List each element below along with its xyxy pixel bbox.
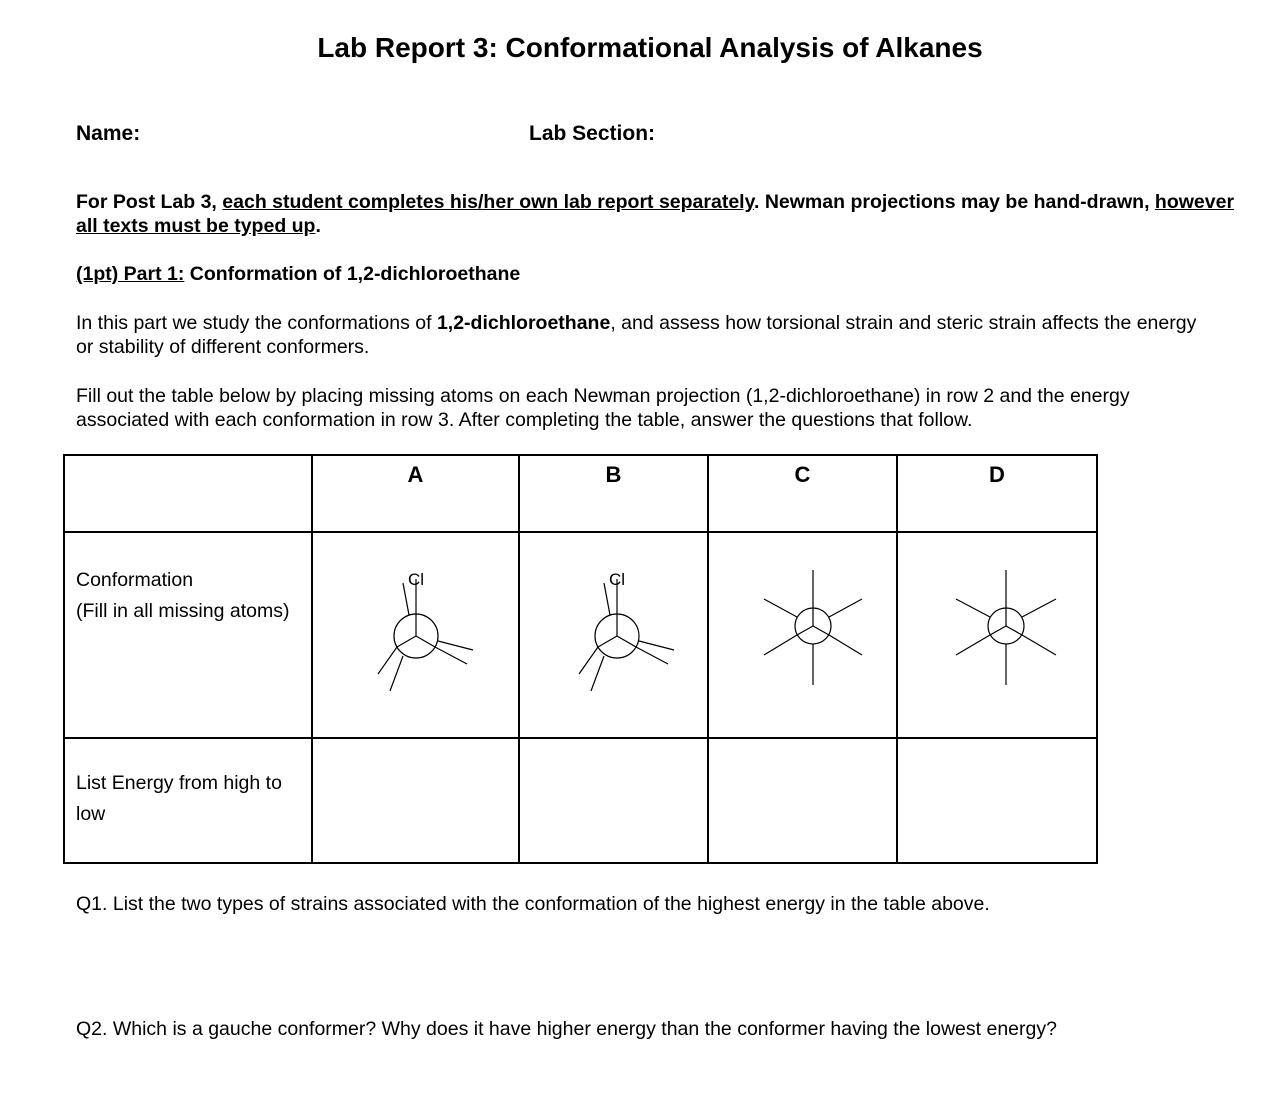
conformation-cell-c[interactable] xyxy=(708,532,897,738)
energy-cell-d[interactable] xyxy=(897,738,1097,863)
part1-heading xyxy=(76,263,520,286)
energy-cell-b[interactable] xyxy=(519,738,708,863)
row-label-conformation-line1: Conformation xyxy=(76,569,194,591)
page-title: Lab Report 3: Conformational Analysis of Alkanes xyxy=(317,32,983,63)
column-header-a: A xyxy=(312,455,519,532)
conformation-cell-b[interactable] xyxy=(519,532,708,738)
instructions xyxy=(76,190,1236,238)
newman-projection-a xyxy=(313,533,520,732)
instructions-end: . xyxy=(315,215,321,237)
instructions-middle: . Newman projections may be hand-drawn, xyxy=(754,191,1155,213)
conformation-cell-a[interactable] xyxy=(312,532,519,738)
instructions-underlined-1: each student completes his/her own lab report separately xyxy=(222,191,754,213)
newman-projection-c xyxy=(709,533,898,732)
conformation-table xyxy=(63,454,1098,864)
paragraph-1-bold: 1,2-dichloroethane xyxy=(436,312,611,334)
row-label-conformation xyxy=(64,532,312,738)
row-label-conformation-line2: (Fill in all missing atoms) xyxy=(76,600,290,622)
header-empty-cell xyxy=(64,455,312,532)
cl-label-b: Cl xyxy=(609,570,626,589)
instructions-intro: For Post Lab 3, xyxy=(76,191,223,213)
question-2: Q2. Which is a gauche conformer? Why does it have higher energy than the conformer having the lowest energy? xyxy=(76,1018,1057,1040)
energy-cell-c[interactable] xyxy=(708,738,897,863)
question-1: Q1. List the two types of strains associated with the conformation of the highest energy in the table above. xyxy=(76,893,990,915)
column-header-c: C xyxy=(708,455,897,532)
row-label-energy: List Energy from high to low xyxy=(64,738,312,863)
part1-title: Conformation of 1,2-dichloroethane xyxy=(184,263,521,285)
lab-section-label: Lab Section: xyxy=(529,122,656,145)
energy-cell-a[interactable] xyxy=(312,738,519,863)
column-header-d: D xyxy=(897,455,1097,532)
paragraph-1 xyxy=(76,311,1216,359)
newman-projection-d xyxy=(898,533,1098,732)
column-header-b: B xyxy=(519,455,708,532)
conformation-cell-d[interactable] xyxy=(897,532,1097,738)
instructions-underlined-2: however all texts must be typed up xyxy=(76,191,1235,237)
paragraph-1-text-end: , and assess how torsional strain and steric strain affects the energy or stability of different conformers. xyxy=(76,312,1197,358)
paragraph-2: Fill out the table below by placing missing atoms on each Newman projection (1,2-dichloroethane) in row 2 and the energy associated with each conformation in row 3. After completing the table, answer the questions that follow. xyxy=(76,385,1130,431)
paragraph-1-text: In this part we study the conformations of xyxy=(76,312,437,334)
part1-points: (1pt) Part 1: xyxy=(76,263,185,285)
cl-label-a: Cl xyxy=(408,570,425,589)
newman-projection-b xyxy=(520,533,709,732)
name-label: Name: xyxy=(76,122,141,145)
